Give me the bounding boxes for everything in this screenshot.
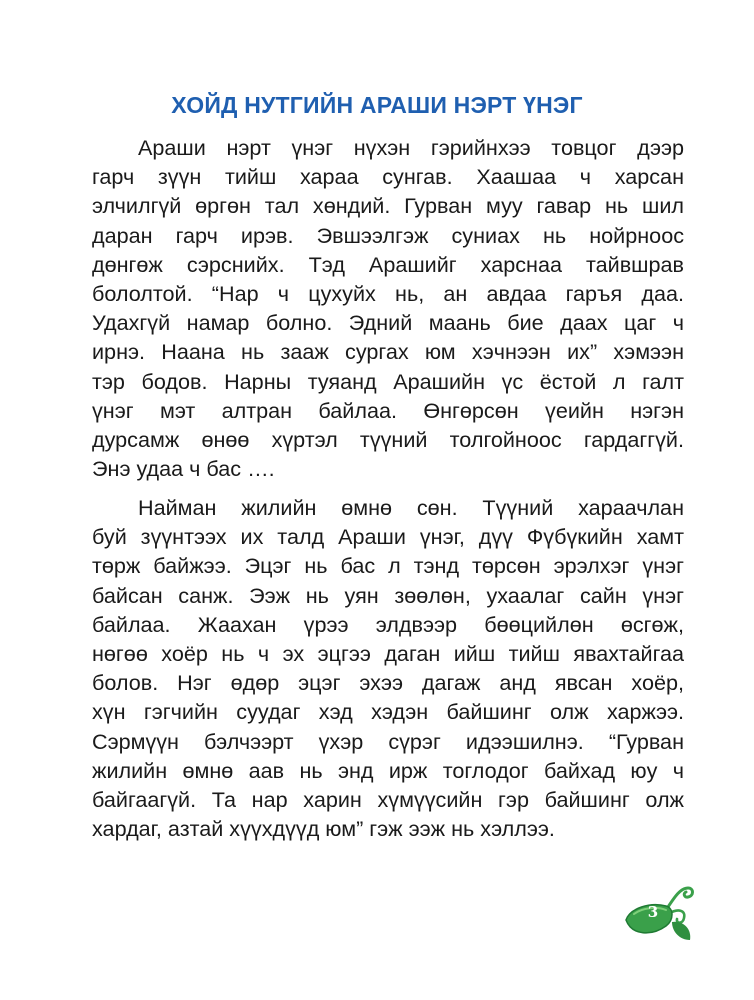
text-line: элчилгүй өргөн тал хөндий. Гурван муу гавар нь шил [92, 193, 684, 219]
text-line: Удахгүй намар болно. Эдний маань бие даах цаг ч [92, 310, 684, 336]
text-line: Энэ удаа ч бас …. [92, 456, 275, 482]
text-line: нөгөө хоёр нь ч эх эцгээ даган ийш тийш явахтайгаа [92, 640, 684, 666]
text-line: Араши нэрт үнэг нүхэн гэрийнхээ товцог дээр [138, 135, 684, 160]
text-line: байсан санж. Ээж нь уян зөөлөн, ухаалаг сайн үнэг [92, 582, 684, 608]
text-line: хардаг, азтай хүүхдүүд юм” гэж ээж нь хэллээ. [92, 816, 555, 842]
text-line: бололтой. “Нар ч цухуйх нь, ан авдаа гаръя даа. [92, 280, 684, 306]
text-line: дурсамж өнөө хүртэл түүний толгойноос гардаггүй. [92, 426, 684, 452]
text-line: ирнэ. Наана нь зааж сургах юм хэчнээн их” хэмээн [92, 339, 684, 365]
text-line: хүн гэгчийн суудаг хэд хэдэн байшинг олж харжээ. [92, 699, 684, 725]
text-line: тэр бодов. Нарны туяанд Арашийн үс ёстой л галт [92, 368, 684, 394]
text-line: үнэг мэт алтран байлаа. Өнгөрсөн үеийн нэгэн [92, 397, 684, 423]
text-line: гарч зүүн тийш хараа сунгав. Хаашаа ч харсан [92, 164, 684, 190]
text-line: Найман жилийн өмнө сөн. Түүний хараачлан [138, 495, 684, 520]
page-number: 3 [647, 903, 659, 921]
text-line: болов. Нэг өдөр эцэг эхээ дагаж анд явсан хоёр, [92, 670, 684, 696]
paragraph-2 [92, 493, 684, 843]
text-line: жилийн өмнө аав нь энд ирж тоглодог байхад юу ч [92, 757, 684, 783]
text-line: байлаа. Жаахан үрээ элдвээр бөөцийлөн өсгөж, [92, 611, 684, 637]
text-line: байгаагүй. Та нар харин хүмүүсийн гэр байшинг олж [92, 786, 684, 812]
page-number-badge [622, 880, 702, 950]
text-line: дөнгөж сэрснийх. Тэд Арашийг харснаа тайвшрав [92, 251, 684, 277]
text-line: даран гарч ирэв. Эвшээлгэж суниах нь нойрноос [92, 222, 684, 248]
text-line: төрж байжээ. Эцэг нь бас л тэнд төрсөн эрэлхэг үнэг [92, 553, 684, 579]
text-line: буй зүүнтээх их талд Араши үнэг, дүү Фүбүкийн хамт [92, 524, 684, 550]
story-title: ХОЙД НУТГИЙН АРАШИ НЭРТ ҮНЭГ [171, 92, 583, 118]
paragraph-1 [92, 133, 684, 483]
text-line: Сэрмүүн бэлчээрт үхэр сүрэг идээшилнэ. “Гурван [92, 728, 684, 754]
